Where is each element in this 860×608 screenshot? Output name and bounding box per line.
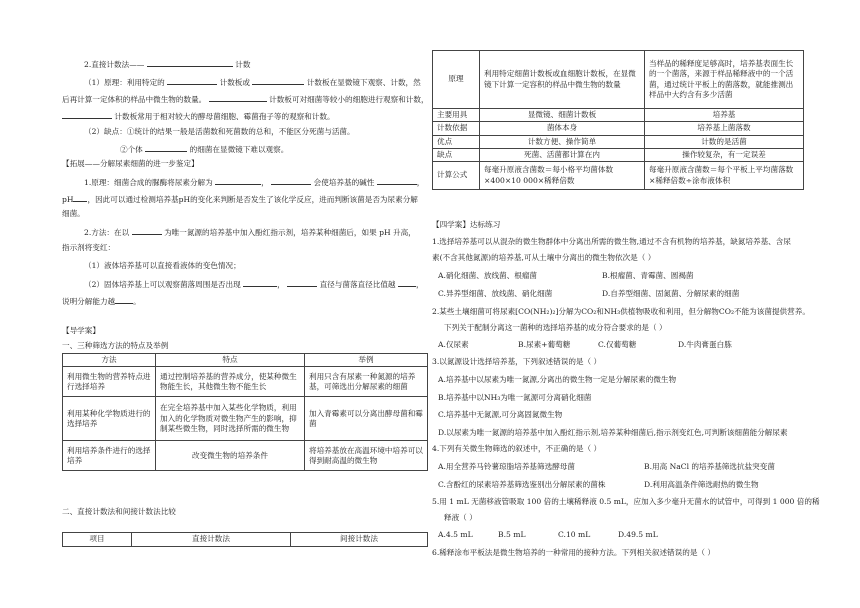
option-c[interactable]: C.仅葡萄糖 (598, 340, 637, 349)
text: ， (277, 280, 285, 289)
option-a[interactable]: A.硝化细菌、放线菌、根瘤菌 (438, 271, 538, 280)
exercises-heading: 【四学案】达标练习 (432, 220, 501, 229)
text: 2.方法：在以 (84, 228, 130, 237)
text: 2.直接计数法—— (84, 60, 145, 69)
table-cell: 培养基 (645, 109, 804, 122)
blank[interactable] (215, 176, 261, 185)
question-1: 1.选择培养基可以从混杂的微生物群体中分离出所需的微生物,通过不含有机物的培养基，缺氮培养基、含尿 (432, 237, 791, 246)
table-cell: 每毫升原液含菌数＝每个平板上平均菌落数×稀释倍数÷涂布液体积 (645, 162, 804, 190)
text: （1）原理：利用特定的 (84, 78, 165, 87)
text: 1.原理：细菌合成的脲酶将尿素分解为 (84, 178, 213, 187)
text: （2）固体培养基上可以观察菌落周围是否出现 (84, 280, 241, 289)
table-header: 举例 (305, 354, 428, 367)
drawback-line: （2）缺点：①统计的结果一般是活菌数和死菌数的总和，不能区分死菌与活菌。 (84, 127, 355, 136)
option-a[interactable]: A.4.5 mL (438, 530, 473, 539)
table-cell: 在完全培养基中加入某些化学物质，利用加入的化学物质对微生物产生的影响，抑制某些微生物，同时选择所需的微生物 (156, 397, 305, 441)
drawback-line (120, 143, 288, 155)
question-2: 下列关于配制分离这一菌种的选择培养基的成分符合要求的是（ ） (444, 323, 667, 332)
option-c[interactable]: C.含酚红的尿素培养基筛选鉴别出分解尿素的菌株 (438, 480, 606, 489)
text: 直径与菌落直径比值越 (319, 280, 396, 289)
text: ， (415, 280, 424, 289)
extension-line (84, 176, 424, 188)
blank[interactable] (167, 76, 217, 85)
table-cell: 利用培养条件进行的选择培养 (63, 441, 156, 471)
table-cell: 缺点 (433, 148, 480, 161)
text: ②个体 (120, 145, 143, 154)
text: ，因此可以通过检测培养基pH的变化来判断是否发生了该化学反应，进而判断该菌是否为尿素分解 (87, 195, 418, 204)
option-c[interactable]: C.异养型细菌、放线菌、硝化细菌 (438, 289, 553, 298)
text: ， (416, 178, 425, 187)
principle-line (62, 110, 335, 122)
blank[interactable] (145, 143, 187, 152)
table-row (433, 135, 804, 148)
table-cell: 每毫升原液含菌数＝每小格平均菌体数×400×10 000×稀释倍数 (480, 162, 645, 190)
option-c[interactable]: C.培养基中无氮源,可分离固氮微生物 (438, 410, 563, 419)
option-a[interactable]: A.仅尿素 (438, 340, 469, 349)
table-row (63, 397, 428, 441)
method-line (84, 278, 424, 290)
question-5: 5.用 1 mL 无菌移液管吸取 100 倍的土壤稀释液 0.5 mL，应加入多少毫升无菌水的试管中，可得到 1 000 倍的稀 (432, 497, 820, 506)
table-cell: 计数依据 (433, 122, 480, 135)
option-b[interactable]: B.尿素+葡萄糖 (518, 340, 571, 349)
blank[interactable] (398, 278, 416, 287)
table-cell: 原理 (433, 51, 480, 109)
blank[interactable] (271, 176, 311, 185)
table-row (433, 162, 804, 190)
question-2: 2.某些土壤细菌可将尿素[CO(NH₂)₂]分解为CO₂和NH₃供植物吸收和利用，但分解物CO₂不能为该菌提供营养。 (432, 307, 810, 316)
text: 计数 (235, 60, 251, 69)
text: 后再计算一定体积的样品中微生物的数量。 (62, 95, 207, 104)
table-cell: 加入青霉素可以分离出酵母菌和霉菌 (305, 397, 428, 441)
text: pH (62, 195, 74, 204)
text: 说明分解能力越 (62, 297, 116, 306)
method-line: 指示剂将变红： (62, 243, 116, 252)
extension-line (62, 193, 418, 205)
table-header: 直接计数法 (132, 533, 291, 547)
table-header-row (63, 533, 428, 547)
table-cell: 利用特定细菌计数板或血细胞计数板，在显微镜下计算一定容积的样品中微生物的数量 (480, 51, 645, 109)
option-b[interactable]: B.用高 NaCl 的培养基筛选抗盐突变菌 (644, 462, 775, 471)
table-cell: 计算公式 (433, 162, 480, 190)
table-cell: 通过控制培养基的营养成分，使某种微生物能生长，其他微生物不能生长 (156, 367, 305, 397)
section2-heading (84, 58, 250, 70)
table-cell: 死菌、活菌都计算在内 (480, 148, 645, 161)
blank[interactable] (252, 76, 304, 85)
comparison-heading: 二、直接计数法和间接计数法比较 (62, 507, 176, 516)
question-6: 6.稀释涂布平板法是微生物培养的一种常用的接种方法。下列相关叙述错误的是（ ） (432, 548, 716, 557)
blank[interactable] (132, 226, 162, 235)
guide-heading: 【导学案】 (62, 326, 100, 335)
question-4: 4.下列有关微生物筛选的叙述中，不正确的是（ ） (432, 444, 602, 453)
text: 为唯一氮源的培养基中加入酚红指示剂，培养某种细菌后，如果 pH 升高， (164, 228, 416, 237)
option-d[interactable]: D.49.5 mL (618, 530, 658, 539)
screening-methods-table (62, 353, 428, 471)
option-a[interactable]: A.培养基中以尿素为唯一氮源,分离出的微生物一定是分解尿素的微生物 (438, 375, 677, 384)
option-a[interactable]: A.用全营养马铃薯琼脂培养基筛选酵母菌 (438, 462, 575, 471)
comparison-table-body (432, 50, 804, 190)
table-cell: 主要用具 (433, 109, 480, 122)
table-cell: 计数的是活菌 (645, 135, 804, 148)
blank[interactable] (62, 110, 112, 119)
table-header: 项目 (63, 533, 132, 547)
option-b[interactable]: B.培养基中以NH₃为唯一氮源可分离硝化细菌 (438, 393, 592, 402)
comparison-table-head (62, 532, 428, 547)
text: 会使培养基的碱性 (313, 178, 375, 187)
principle-line (62, 93, 429, 105)
table-row (433, 148, 804, 161)
text: 的细菌在显微镜下难以观察。 (189, 145, 289, 154)
table-cell: 将培养基放在高温环境中培养可以得到耐高温的微生物 (305, 441, 428, 471)
text: ， (261, 178, 269, 187)
principle-line (84, 76, 421, 88)
method-line (62, 295, 141, 307)
blank[interactable] (73, 193, 87, 202)
option-b[interactable]: B.根瘤菌、青霉菌、圆褐菌 (602, 271, 694, 280)
text: 计数板可对细菌等较小的细胞进行观察和计数， (269, 95, 429, 104)
question-3: 3.以氮源设计选择培养基，下列叙述错误的是（ ） (432, 357, 602, 366)
table-header-row (63, 354, 428, 367)
blank[interactable] (209, 93, 267, 102)
blank[interactable] (243, 278, 277, 287)
table-cell: 利用只含有尿素一种氮源的培养基，可筛选出分解尿素的细菌 (305, 367, 428, 397)
blank[interactable] (377, 176, 417, 185)
text: 。 (133, 297, 141, 306)
extension-line: 细菌。 (62, 209, 85, 218)
table-header: 间接计数法 (291, 533, 428, 547)
text: 计数板或 (219, 78, 250, 87)
text: 计数板在显微镜下观察、计数，然 (306, 78, 421, 87)
option-d[interactable]: D.自养型细菌、固氮菌、分解尿素的细菌 (602, 289, 740, 298)
option-b[interactable]: B.5 mL (498, 530, 526, 539)
table-cell: 当样品的稀释度足够高时，培养基表面生长的一个菌落，来源于样品稀释液中的一个活菌，通过统计平板上的菌落数，就能推测出样品中大约含有多少活菌 (645, 51, 804, 109)
table-row (63, 367, 428, 397)
table-row (433, 109, 804, 122)
blank[interactable] (115, 295, 133, 304)
table-cell: 计数方便、操作简单 (480, 135, 645, 148)
text: 计数板常用于相对较大的酵母菌细胞、霉菌孢子等的观察和计数。 (114, 112, 335, 121)
blank[interactable] (147, 58, 233, 67)
table-cell: 改变微生物的培养条件 (156, 441, 305, 471)
table-cell: 培养基上菌落数 (645, 122, 804, 135)
table-header: 特点 (156, 354, 305, 367)
option-d[interactable]: D.利用高温条件筛选耐热的微生物 (644, 480, 759, 489)
option-c[interactable]: C.10 mL (558, 530, 591, 539)
method-line: （1）液体培养基可以直接看液体的变色情况； (84, 261, 241, 270)
blank[interactable] (287, 278, 317, 287)
table-row (63, 441, 428, 471)
table-cell: 利用某种化学物质进行的选择培养 (63, 397, 156, 441)
table-row (433, 122, 804, 135)
extension-heading: 【拓展——分解尿素细菌的进一步鉴定】 (62, 159, 199, 168)
table-cell: 优点 (433, 135, 480, 148)
table-cell: 操作较复杂，有一定误差 (645, 148, 804, 161)
option-d[interactable]: D.以尿素为唯一氮源的培养基中加入酚红指示剂,培养某种细菌后,指示剂变红色,可判断该细菌能分解尿素 (438, 428, 788, 437)
question-1: 素(不含其他氮源)的培养基,可从土壤中分离出的微生物依次是（ ） (432, 253, 656, 262)
guide-subheading: 一、三种筛选方法的特点及举例 (62, 341, 169, 350)
option-d[interactable]: D.牛肉膏蛋白胨 (678, 340, 732, 349)
method-line (84, 226, 416, 238)
table-cell: 菌体本身 (480, 122, 645, 135)
table-cell: 显微镜、细菌计数板 (480, 109, 645, 122)
question-5: 释液（ ） (444, 513, 477, 522)
table-cell: 利用微生物的营养特点进行选择培养 (63, 367, 156, 397)
table-header: 方法 (63, 354, 156, 367)
table-row (433, 51, 804, 109)
